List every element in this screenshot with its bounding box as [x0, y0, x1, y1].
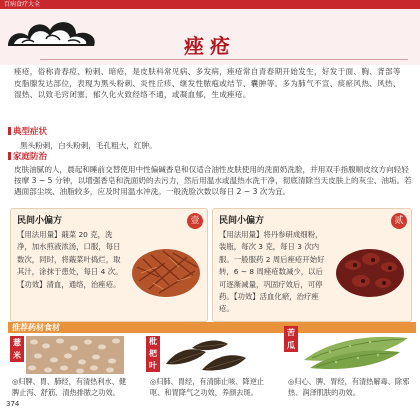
bitter-melon-image — [300, 330, 412, 372]
folk-remedy-text: 【用法用量】将丹参研成细粉，装瓶，每次 3 克，每日 3 次内服。一般服药 2 周后痤疮开始好转，6 ~ 8 周痤疮数减少，以后可逐渐减量，巩固疗效后，可停药。【功效】活血化瘀，治疗痤疮。 — [219, 230, 325, 314]
salvia-root-image — [333, 235, 407, 301]
folk-remedy-text: 【用法用量】蕺菜 20 克，洗净，加水煎液浓汤，口服，每日数次，同时，将蕺菜叶捣烂，取其汁，涂抹于患处，每日 4 次。【功效】清血，通络，治痤疮。 — [17, 230, 123, 289]
food-name-tag: 薏米 — [10, 336, 24, 362]
dried-herb-image — [129, 237, 203, 301]
prevention-heading: 家庭防治 — [8, 152, 47, 163]
symptoms-text: 黑头粉刺，白头粉刺，毛孔粗大，红肿。 — [20, 141, 157, 150]
page-number: 374 — [6, 400, 20, 408]
symptoms-heading: 典型症状 — [8, 127, 47, 138]
folk-remedy-right — [212, 208, 412, 322]
food-description: ◎归肺、胃经，有清肺止咳、降逆止呕、和胃降气之功效，养颜去斑。 — [150, 377, 265, 397]
top-banner — [0, 0, 420, 9]
loquat-leaf-image — [162, 336, 262, 376]
prevention-text: 皮肤油腻的人，晨起和睡前交替使用中性偏碱香皂和仅适合油性皮肤使用的洗面奶洗脸，并用双手指腹顺皮纹方向轻轻按摩 3 ~ 5 分钟，以增强香皂和洗面奶的去污力，然后用温水或温热水洗干净，彻底清除当天皮肤上的灰尘、油垢。若遇面部尘埃、油脂较多，应及时用温水冲洗。一般洗脸次数以每日 2 ~ 3 次为宜。 — [14, 165, 412, 196]
folk-remedy-title: 民间小偏方 — [219, 216, 265, 226]
food-description: ◎归脾、胃、肺经，有清热利水、健脾止泻、舒筋、清热排脓之功效。 — [12, 377, 127, 397]
coix-seed-image — [26, 336, 124, 374]
food-description: ◎归心、脾、胃经，有清热解毒、除邪热、润泽肌肤的功效。 — [288, 377, 410, 397]
food-name-tag: 苦瓜 — [284, 326, 298, 352]
page-title: 痤疮 — [184, 34, 236, 58]
seal-one-icon: 壹 — [187, 213, 203, 229]
food-name-tag: 枇杷叶 — [146, 336, 160, 372]
folk-remedy-left — [10, 208, 208, 322]
intro-paragraph: 痤疮，俗称青春痘、粉刺、暗疮，是皮肤科常见病、多发病，痤疮常自青春期开始发生，好发于面、胸、背部等皮脂腺发达部位，表现为黑头粉刺、炎性丘疹、继发性脓疱或结节、囊肿等。多为肺气不宣、痰瘀风热、风热、湿热、以致毛窍闭塞，郁久化火致经络不通，或凝血郁，生成痤疮。 — [14, 67, 401, 100]
recommended-heading: 推荐药材食材 — [12, 323, 60, 332]
running-title: 百病食疗大全 — [4, 1, 41, 8]
seal-two-icon: 贰 — [391, 213, 407, 229]
folk-remedy-title: 民间小偏方 — [17, 216, 63, 226]
title-divider — [40, 59, 408, 60]
